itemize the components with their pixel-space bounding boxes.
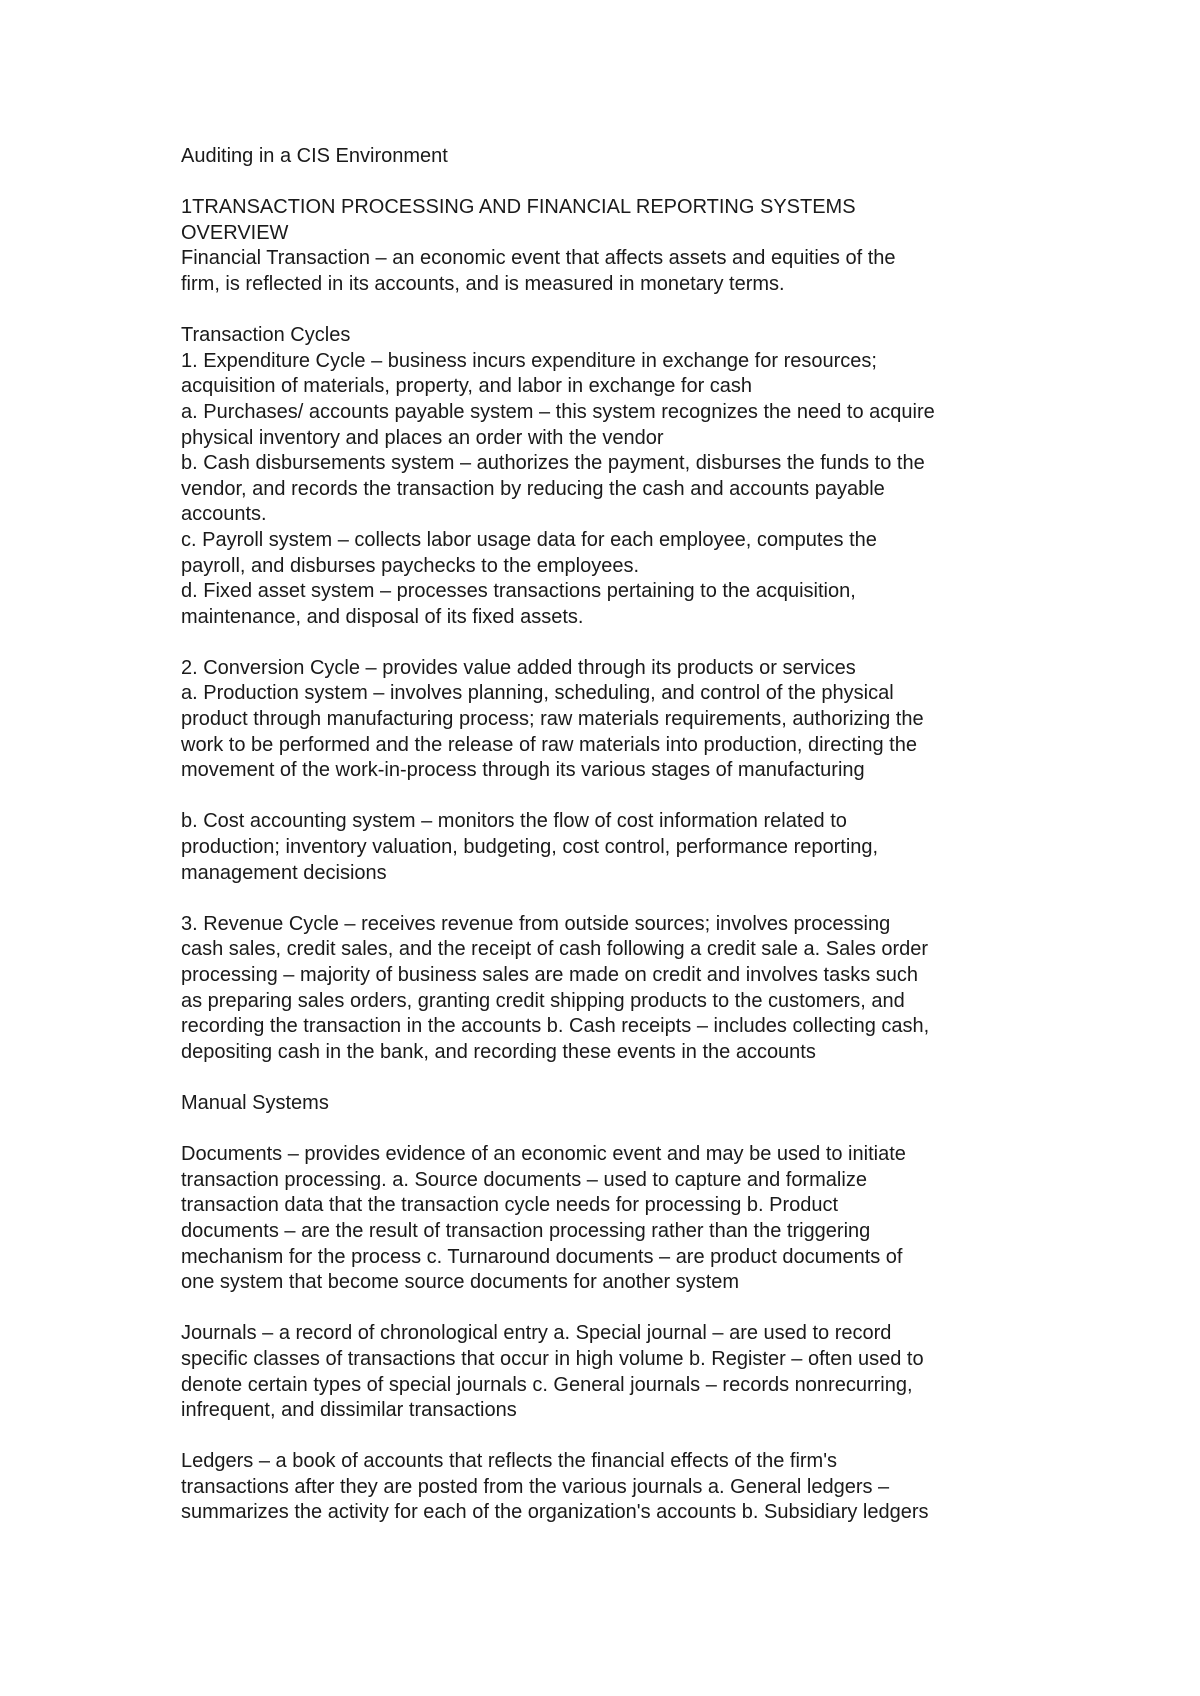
paragraph-gap — [181, 1117, 1041, 1143]
paragraph-gap — [181, 630, 1041, 656]
text-line: Transaction Cycles — [181, 324, 351, 347]
text-line: denote certain types of special journals c. General journals – records nonrecurring, — [181, 1373, 913, 1396]
paragraph-gap — [181, 886, 1041, 912]
text-line: 1TRANSACTION PROCESSING AND FINANCIAL REPORTING SYSTEMS — [181, 196, 856, 219]
text-line: work to be performed and the release of raw materials into production, directing the — [181, 733, 917, 756]
text-line: documents – are the result of transaction processing rather than the triggering — [181, 1219, 871, 1242]
document-page — [181, 144, 1041, 1526]
text-line: firm, is reflected in its accounts, and is measured in monetary terms. — [181, 272, 785, 295]
paragraph-gap — [181, 1065, 1041, 1091]
text-line: a. Production system – involves planning, scheduling, and control of the physical — [181, 682, 894, 705]
text-line: Journals – a record of chronological entry a. Special journal – are used to record — [181, 1322, 892, 1345]
text-line: b. Cash disbursements system – authorizes the payment, disburses the funds to the — [181, 452, 925, 475]
text-line: one system that become source documents for another system — [181, 1271, 740, 1294]
ledgers — [181, 1449, 1041, 1526]
text-line: vendor, and records the transaction by reducing the cash and accounts payable — [181, 477, 885, 500]
paragraph-gap — [181, 784, 1041, 810]
revenue-cycle — [181, 912, 1041, 1066]
text-line: mechanism for the process c. Turnaround documents – are product documents of — [181, 1245, 903, 1268]
text-line: physical inventory and places an order with the vendor — [181, 426, 664, 449]
text-line: accounts. — [181, 503, 267, 526]
text-line: 1. Expenditure Cycle – business incurs expenditure in exchange for resources; — [181, 349, 877, 372]
text-line: depositing cash in the bank, and recording these events in the accounts — [181, 1040, 816, 1063]
text-line: d. Fixed asset system – processes transactions pertaining to the acquisition, — [181, 580, 856, 603]
paragraph-gap — [181, 1424, 1041, 1450]
text-line: as preparing sales orders, granting credit shipping products to the customers, and — [181, 989, 905, 1012]
conversion-cycle — [181, 656, 1041, 784]
journals — [181, 1321, 1041, 1423]
text-line: transaction processing. a. Source documents – used to capture and formalize — [181, 1168, 867, 1191]
text-line: a. Purchases/ accounts payable system – this system recognizes the need to acquire — [181, 400, 935, 423]
text-line: Auditing in a CIS Environment — [181, 145, 448, 167]
text-line: transaction data that the transaction cycle needs for processing b. Product — [181, 1194, 839, 1217]
text-line: Ledgers – a book of accounts that reflects the financial effects of the firm's — [181, 1450, 838, 1473]
text-line: management decisions — [181, 861, 387, 884]
text-line: acquisition of materials, property, and labor in exchange for cash — [181, 375, 753, 398]
text-line: payroll, and disburses paychecks to the employees. — [181, 554, 640, 577]
text-line: OVERVIEW — [181, 221, 289, 244]
text-line: Financial Transaction – an economic event that affects assets and equities of the — [181, 247, 896, 270]
doc-title — [181, 144, 1041, 170]
text-line: Documents – provides evidence of an economic event and may be used to initiate — [181, 1143, 906, 1166]
section-heading — [181, 195, 1041, 297]
text-line: infrequent, and dissimilar transactions — [181, 1399, 517, 1422]
text-line: b. Cost accounting system – monitors the flow of cost information related to — [181, 810, 847, 833]
documents — [181, 1142, 1041, 1296]
cost-accounting — [181, 809, 1041, 886]
text-line: 2. Conversion Cycle – provides value added through its products or services — [181, 656, 856, 679]
paragraph-gap — [181, 298, 1041, 324]
text-line: product through manufacturing process; raw materials requirements, authorizing the — [181, 708, 924, 731]
text-line: production; inventory valuation, budgeting, cost control, performance reporting, — [181, 836, 879, 859]
text-line: Manual Systems — [181, 1091, 329, 1114]
text-line: movement of the work-in-process through its various stages of manufacturing — [181, 759, 865, 782]
text-line: specific classes of transactions that occur in high volume b. Register – often used to — [181, 1347, 924, 1370]
manual-systems — [181, 1091, 1041, 1117]
expenditure-cycle — [181, 323, 1041, 630]
text-line: cash sales, credit sales, and the receipt of cash following a credit sale a. Sales order — [181, 938, 929, 961]
text-line: maintenance, and disposal of its fixed assets. — [181, 605, 584, 628]
text-line: recording the transaction in the accounts b. Cash receipts – includes collecting cash, — [181, 1015, 930, 1038]
text-line: 3. Revenue Cycle – receives revenue from outside sources; involves processing — [181, 912, 891, 935]
paragraph-gap — [181, 1296, 1041, 1322]
text-line: c. Payroll system – collects labor usage data for each employee, computes the — [181, 528, 877, 551]
text-line: processing – majority of business sales are made on credit and involves tasks such — [181, 964, 919, 986]
text-line: summarizes the activity for each of the organization's accounts b. Subsidiary ledgers — [181, 1501, 929, 1524]
text-line: transactions after they are posted from the various journals a. General ledgers – — [181, 1475, 890, 1498]
paragraph-gap — [181, 170, 1041, 196]
